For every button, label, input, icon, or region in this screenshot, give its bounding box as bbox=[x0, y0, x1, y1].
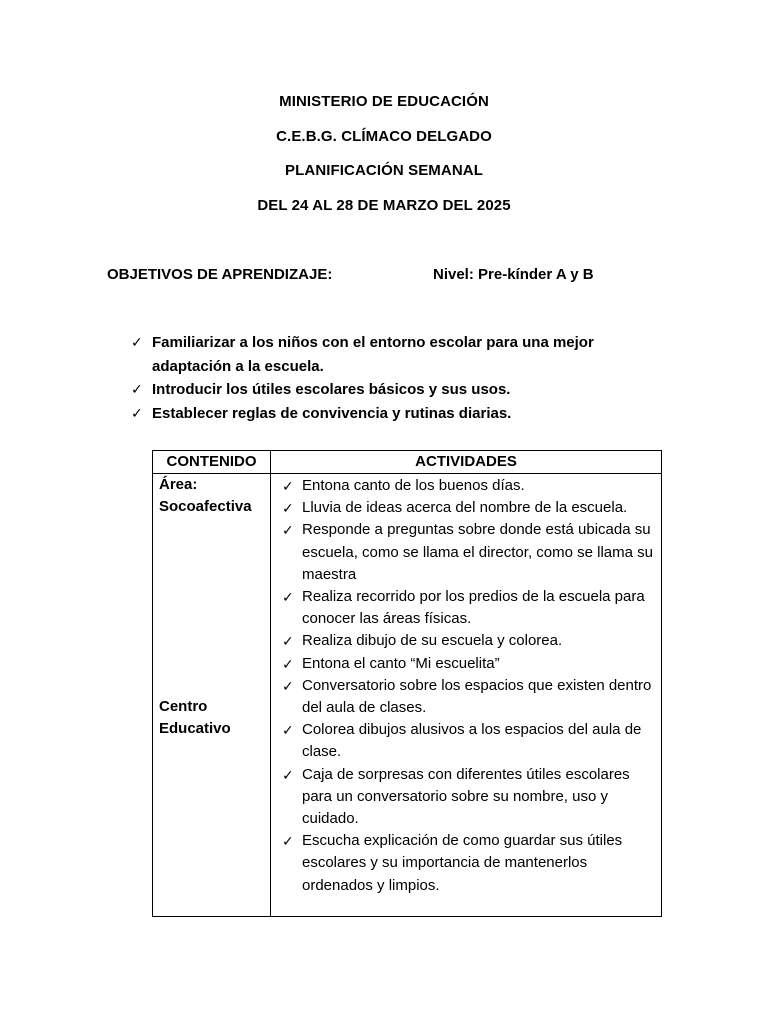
list-item: ✓ Entona canto de los buenos días. bbox=[302, 475, 654, 497]
check-icon: ✓ bbox=[282, 722, 294, 739]
ministry-title: MINISTERIO DE EDUCACIÓN bbox=[279, 93, 489, 110]
activities-cell bbox=[271, 474, 662, 917]
level-label: Nivel: Pre-kínder A y B bbox=[433, 266, 594, 283]
plan-title: PLANIFICACIÓN SEMANAL bbox=[285, 162, 483, 179]
objective-item bbox=[131, 378, 671, 402]
check-icon: ✓ bbox=[282, 589, 294, 606]
list-item: ✓ Escucha explicación de como guardar sus útiles escolares y su importancia de mantenerlos ordenados y limpios. bbox=[282, 832, 623, 894]
objectives-list bbox=[131, 331, 671, 425]
objective-item bbox=[131, 402, 671, 426]
objectives-heading: OBJETIVOS DE APRENDIZAJE: bbox=[107, 266, 333, 283]
check-icon: ✓ bbox=[282, 522, 294, 539]
list-item: ✓ Lluvia de ideas acerca del nombre de la escuela. bbox=[302, 497, 654, 519]
school-name: C.E.B.G. CLÍMACO DELGADO bbox=[276, 127, 492, 145]
list-item: ✓ Realiza dibujo de su escuela y colorea. bbox=[302, 630, 654, 652]
header-activities: ACTIVIDADES bbox=[271, 451, 662, 474]
table-row bbox=[153, 474, 662, 917]
document-header bbox=[0, 92, 768, 230]
list-item: ✓ Conversatorio sobre los espacios que existen dentro del aula de clases. bbox=[282, 676, 652, 717]
check-icon: ✓ bbox=[282, 633, 294, 650]
objective-text: Establecer reglas de convivencia y rutinas diarias. bbox=[152, 404, 512, 422]
list-item: ✓ Realiza recorrido por los predios de la escuela para conocer las áreas físicas. bbox=[282, 588, 645, 628]
table-header-row bbox=[153, 451, 662, 474]
list-item: ✓ Entona el canto “Mi escuelita” bbox=[302, 653, 654, 675]
objectives-row bbox=[107, 265, 667, 285]
list-item: ✓ Caja de sorpresas con diferentes útiles escolares para un conversatorio sobre su nombre, uso y cuidado. bbox=[282, 765, 630, 828]
check-icon: ✓ bbox=[131, 381, 143, 397]
check-icon: ✓ bbox=[282, 677, 294, 694]
planning-table bbox=[152, 450, 662, 917]
check-icon: ✓ bbox=[282, 478, 294, 494]
list-item: ✓ Responde a preguntas sobre donde está ubicada su escuela, como se llama el director, como se llama su maestra bbox=[282, 521, 653, 583]
check-icon: ✓ bbox=[131, 404, 143, 421]
list-item: ✓ Colorea dibujos alusivos a los espacios del aula de clase. bbox=[282, 721, 642, 761]
check-icon: ✓ bbox=[131, 334, 143, 350]
objective-text: Familiarizar a los niños con el entorno escolar para una mejor adaptación a la escuela. bbox=[152, 334, 594, 375]
check-icon: ✓ bbox=[282, 655, 294, 672]
check-icon: ✓ bbox=[282, 500, 294, 517]
date-range: DEL 24 AL 28 DE MARZO DEL 2025 bbox=[257, 196, 511, 214]
objective-item bbox=[131, 331, 671, 378]
area-socioafectiva: Área: Socoafectiva bbox=[159, 476, 252, 515]
check-icon: ✓ bbox=[282, 833, 294, 850]
area-centro-educativo: Centro Educativo bbox=[159, 698, 231, 737]
check-icon: ✓ bbox=[282, 766, 294, 783]
content-cell bbox=[153, 474, 271, 917]
activities-list bbox=[272, 475, 660, 897]
objective-text: Introducir los útiles escolares básicos y sus usos. bbox=[152, 381, 511, 398]
header-content: CONTENIDO bbox=[153, 451, 271, 474]
